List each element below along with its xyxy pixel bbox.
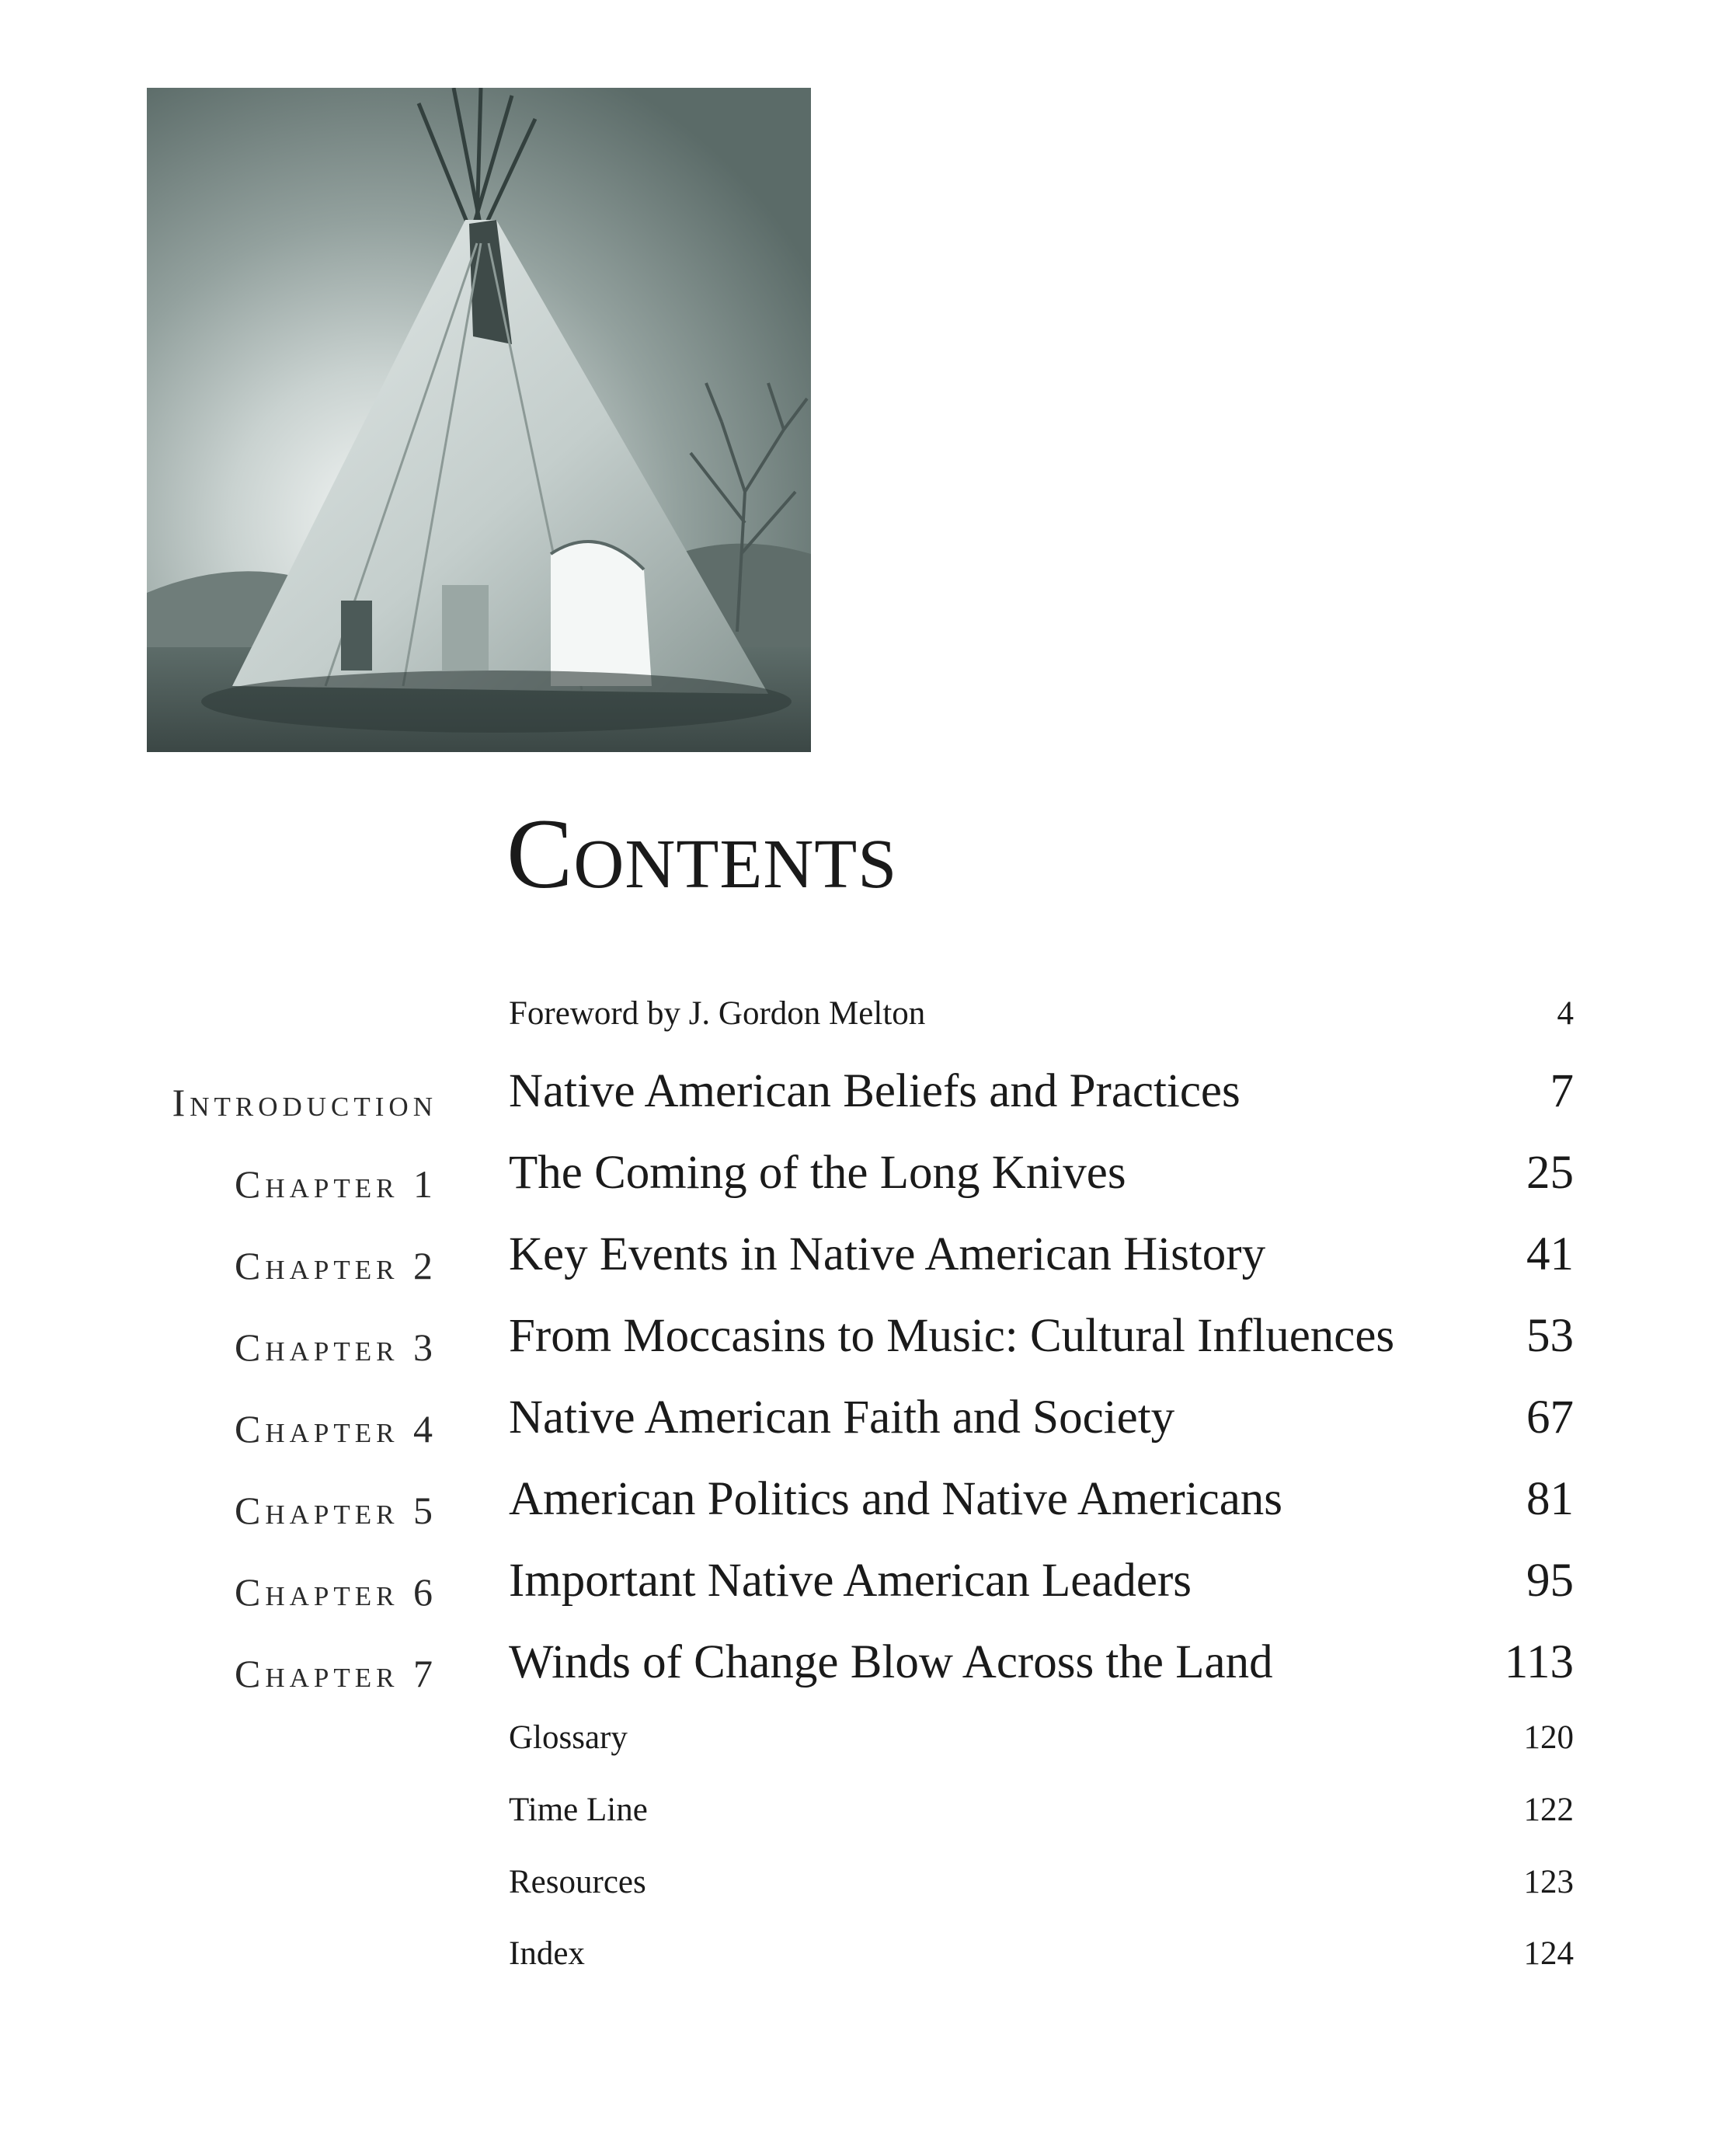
toc-entry[interactable]	[0, 1064, 1719, 1127]
toc-entry-page: 67	[1526, 1391, 1574, 1444]
toc-entry-title: Important Native American Leaders	[509, 1555, 1192, 1607]
toc-entry[interactable]	[0, 1635, 1719, 1698]
toc-entry-title: The Coming of the Long Knives	[509, 1147, 1126, 1199]
toc-entry-title: From Moccasins to Music: Cultural Influences	[509, 1310, 1395, 1362]
toc-entry-label: Chapter 2	[235, 1244, 437, 1287]
toc-entry[interactable]	[0, 1228, 1719, 1290]
toc-entry-page: 4	[1557, 995, 1574, 1032]
toc-entry-page: 41	[1526, 1228, 1574, 1280]
toc-entry-title: Glossary	[509, 1719, 628, 1756]
toc-entry[interactable]	[0, 1309, 1719, 1371]
page-title: Contents	[506, 799, 898, 909]
tipi-photo	[147, 88, 811, 752]
toc-entry-label: Chapter 5	[235, 1489, 437, 1532]
toc-entry-page: 95	[1526, 1555, 1574, 1607]
toc-entry-page: 123	[1523, 1864, 1574, 1900]
toc-entry[interactable]	[0, 1719, 1719, 1781]
toc-entry[interactable]	[0, 1791, 1719, 1853]
toc-entry[interactable]	[0, 994, 1719, 1057]
toc-entry-page: 7	[1550, 1065, 1574, 1117]
toc-entry-label: Chapter 1	[235, 1162, 437, 1206]
toc-entry[interactable]	[0, 1146, 1719, 1208]
toc-entry-title: Time Line	[509, 1792, 648, 1828]
toc-entry-label: Chapter 4	[235, 1407, 437, 1451]
toc-entry-title: Foreword by J. Gordon Melton	[509, 995, 926, 1032]
toc-entry[interactable]	[0, 1472, 1719, 1534]
toc-entry-page: 81	[1526, 1473, 1574, 1525]
toc-entry-title: American Politics and Native Americans	[509, 1473, 1283, 1525]
toc-entry[interactable]	[0, 1935, 1719, 1997]
toc-entry-page: 120	[1523, 1719, 1574, 1756]
toc-entry[interactable]	[0, 1391, 1719, 1453]
toc-entry[interactable]	[0, 1554, 1719, 1616]
toc-entry-page: 124	[1523, 1935, 1574, 1972]
toc-entry-title: Resources	[509, 1864, 646, 1900]
toc-entry-label: Chapter 6	[235, 1570, 437, 1614]
toc-entry-title: Winds of Change Blow Across the Land	[509, 1636, 1273, 1688]
toc-entry-title: Native American Faith and Society	[509, 1391, 1175, 1444]
toc-entry[interactable]	[0, 1863, 1719, 1925]
toc-entry-label: Introduction	[172, 1081, 437, 1124]
toc-entry-page: 25	[1526, 1147, 1574, 1199]
toc-entry-page: 113	[1504, 1636, 1574, 1688]
toc-entry-label: Chapter 7	[235, 1652, 437, 1695]
toc-entry-page: 53	[1526, 1310, 1574, 1362]
tipi-photo-icon	[147, 88, 811, 752]
toc-entry-page: 122	[1523, 1792, 1574, 1828]
toc-entry-label: Chapter 3	[235, 1325, 437, 1369]
toc-entry-title: Key Events in Native American History	[509, 1228, 1266, 1280]
toc-entry-title: Index	[509, 1935, 585, 1972]
toc-entry-title: Native American Beliefs and Practices	[509, 1065, 1241, 1117]
